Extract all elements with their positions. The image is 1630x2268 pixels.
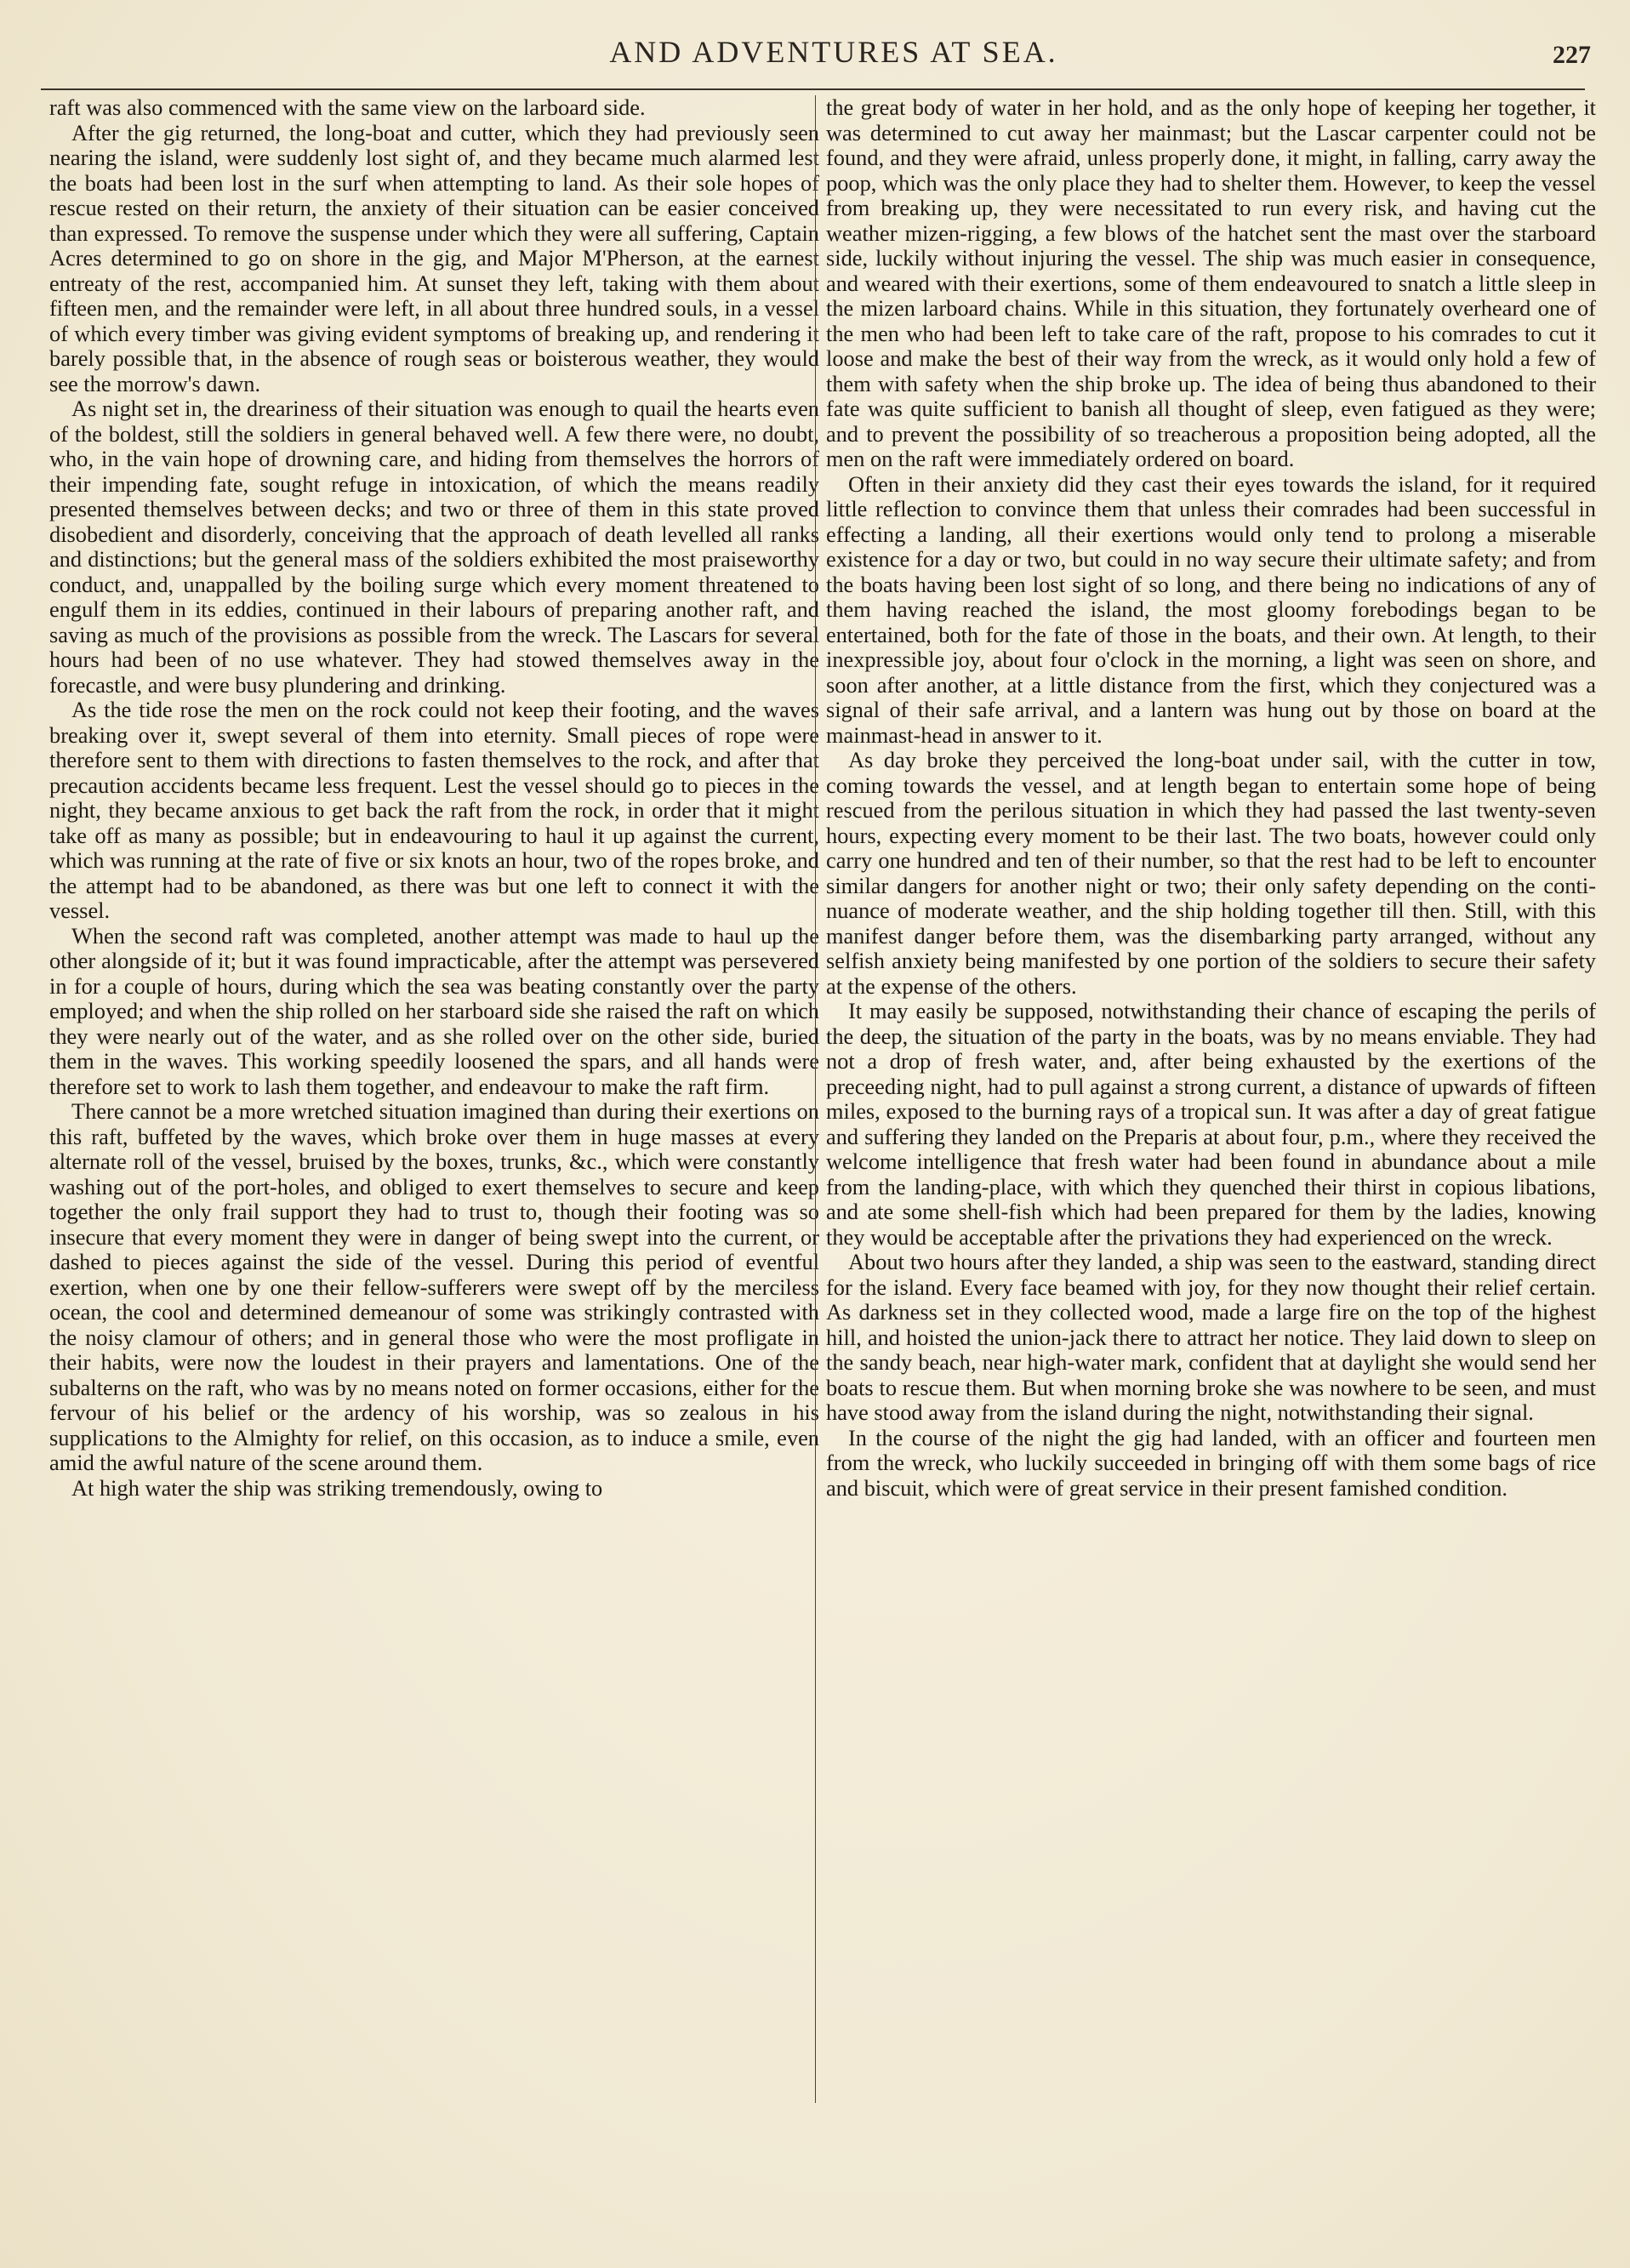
paragraph: About two hours after they landed, a ship was seen to the eastward, standing direct for the island. Every face beamed with joy, for they now thought their relief certain. As darkness set in they collected wood, made a large fire on the top of the highest hill, and hoisted the union-jack there to attract her notice. They laid down to sleep on the sandy beach, near high-water mark, confident that at daylight she would send her boats to rescue them. But when morning broke she was nowhere to be seen, and must have stood away from the island during the night, notwithstanding their signal.: [826, 1249, 1596, 1425]
paragraph: Often in their anxiety did they cast their eyes towards the island, for it required little reflection to convince them that unless their comrades had been successful in effecting a landing, all their exertions would only tend to prolong a miserable existence for a day or two, but could in no way secure their ultimate safety; and from the boats having been lost sight of so long, and there being no indications of any of them having reached the island, the most gloomy forebodings began to be entertained, both for the fate of those in the boats, and their own. At length, to their inexpressible joy, about four o'clock in the morning, a light was seen on shore, and soon after another, at a little distance from the first, which they conjectured was a signal of their safe arrival, and a lantern was hung out by those on board at the mainmast-head in answer to it.: [826, 470, 1596, 748]
running-title: AND ADVENTURES AT SEA.: [609, 35, 1058, 69]
right-column: [826, 95, 1596, 2137]
paragraph: In the course of the night the gig had landed, with an officer and fourteen men from the wreck, who luckily succeeded in bringing off with them some bags of rice and biscuit, which were of great service in their present famished condition.: [826, 1424, 1596, 1501]
column-divider: [815, 95, 816, 2103]
paragraph: When the second raft was completed, another attempt was made to haul up the other alongside of it; but it was found impracticable, after the attempt was persevered in for a couple of hours, during which the sea was beating constantly over the party employed; and when the ship rolled on her starboard side she raised the raft on which they were nearly out of the water, and as she rolled over on the other side, buried them in the waves. This working speedily loosened the spars, and all hands were therefore set to work to lash them together, and endeavour to make the raft firm.: [49, 922, 819, 1099]
paragraph: After the gig returned, the long-boat and cutter, which they had previously seen nearing the island, were suddenly lost sight of, and they became much alarmed lest the boats had been lost in the surf when attempting to land. As their sole hopes of rescue rested on their return, the anxiety of their situation can be easier conceived than expressed. To remove the suspense under which they were all suffering, Captain Acres determined to go on shore in the gig, and Major M'Pherson, at the earnest entreaty of the rest, accompanied him. At sunset they left, taking with them about fifteen men, and the remainder were left, in all about three hundred souls, in a vessel of which every timber was giving evident symptoms of breaking up, and rendering it barely possible that, in the absence of rough seas or boisterous weather, they would see the morrow's dawn.: [49, 119, 819, 396]
header-rule: [41, 88, 1585, 90]
paragraph: As the tide rose the men on the rock could not keep their footing, and the waves breaking over it, swept several of them into eternity. Small pieces of rope were therefore sent to them with directions to fasten themselves to the rock, and after that precaution accidents became less frequent. Lest the vessel should go to pieces in the night, they became anxious to get back the raft from the rock, in order that it might take off as many as possible; but in endeavouring to haul it up against the current, which was running at the rate of five or six knots an hour, two of the ropes broke, and the attempt had to be abandoned, as there was but one left to connect it with the vessel.: [49, 697, 819, 923]
paragraph: It may easily be supposed, notwithstanding their chance of escaping the perils of the deep, the situation of the party in the boats, was by no means enviable. They had not a drop of fresh water, and, after being exhausted by the exertions of the preceeding night, had to pull against a strong current, a distance of upwards of fifteen miles, exposed to the burning rays of a tropical sun. It was after a day of great fatigue and suffering they landed on the Preparis at about four, p.m., where they received the welcome intelligence that fresh water had been found in abundance about a mile from the landing-place, with which they quenched their thirst in copious libations, and ate some shell-fish which had been prepared for them by the ladies, knowing they would be acceptable after the privations they had experienced on the wreck.: [826, 998, 1596, 1250]
paragraph: At high water the ship was striking tremendously, owing to: [71, 1474, 603, 1501]
paragraph: the great body of water in her hold, and as the only hope of keeping her together, it was determined to cut away her mainmast; but the Lascar carpenter could not be found, and they were afraid, unless properly done, it might, in falling, carry away the poop, which was the only place they had to shelter them. However, to keep the vessel from breaking up, they were necessitated to run every risk, and having cut the weather mizen-rigging, a few blows of the hatchet sent the mast over the starboard side, luckily without injuring the vessel. The ship was much easier in consequence, and weared with their exertions, some of them endeavoured to snatch a little sleep in the mizen larboard chains. While in this situation, they fortunately overheard one of the men who had been left to take care of the raft, propose to his comrades to cut it loose and make the best of their way from the wreck, as it would only hold a few of them with safety when the ship broke up. The idea of being thus abandoned to their fate was quite sufficient to banish all thought of sleep, even fatigued as they were; and to prevent the possibility of so treacherous a proposition being adopted, all the men on the raft were immediately ordered on board.: [826, 95, 1596, 471]
paragraph: There cannot be a more wretched situation imagined than during their exertions on this raft, buffeted by the waves, which broke over them in huge masses at every alternate roll of the vessel, bruised by the boxes, trunks, &c., which were constantly washing out of the port-holes, and obliged to exert themselves to secure and keep together the only frail support they had to trust to, though their footing was so insecure that every moment they were in danger of being swept into the current, or dashed to pieces against the side of the vessel. During this period of eventful exertion, when one by one their fellow-sufferers were swept off by the merciless ocean, the cool and determined demeanour of some was strikingly contrasted with the noisy clamour of others; and in general those who were the most profligate in their habits, were now the loudest in their prayers and lamentations. One of the subalterns on the raft, who was by no means noted on former occasions, either for the fervour of his belief or the ardency of his worship, was so zealous in his supplications to the Almighty for relief, on this occasion, as to induce a smile, even amid the awful nature of the scene around them.: [49, 1098, 819, 1475]
paragraph: raft was also commenced with the same view on the larboard side.: [49, 95, 646, 120]
paragraph: As night set in, the dreariness of their situation was enough to quail the hearts even of the boldest, still the soldiers in general behaved well. A few there were, no doubt, who, in the vain hope of drowning care, and hiding from themselves the horrors of their impending fate, sought refuge in intoxication, of which the means readily presented themselves between decks; and two or three of them in this state proved disobedient and disorderly, conceiving that the approach of death levelled all ranks and distinctions; but the general mass of the soldiers exhibited the most praiseworthy conduct, and, unappalled by the boiling surge which every moment threatened to engulf them in its eddies, continued in their labours of preparing another raft, and saving as much of the provisions as possible from the wreck. The Lascars for several hours had been of no use whatever. They had stowed themselves away in the forecastle, and were busy plundering and drinking.: [49, 396, 819, 698]
paragraph: As day broke they perceived the long-boat under sail, with the cutter in tow, coming towards the vessel, and at length began to entertain some hope of being rescued from the perilous situation in which they had passed the last twenty-seven hours, expecting every moment to be their last. The two boats, however could only carry one hundred and ten of their number, so that the rest had to be left to encounter similar dangers for another night or two; their only safety depending on the continuance of moderate weather, and the ship holding together till then. Still, with this manifest danger before them, was the disembarking party arranged, without any selfish anxiety being manifested by one portion of the soldiers to secure their safety at the expense of the others.: [826, 747, 1596, 999]
left-column: [49, 95, 819, 2137]
running-head: [0, 34, 1630, 85]
page-number: 227: [1553, 41, 1591, 69]
